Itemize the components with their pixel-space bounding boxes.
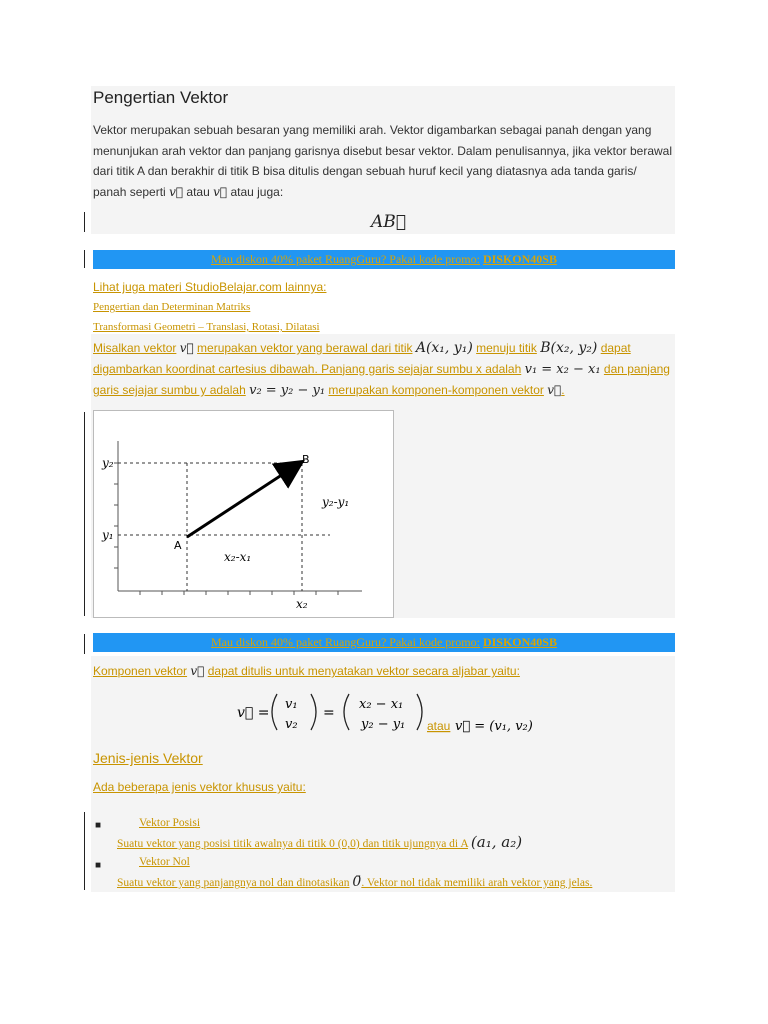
section-heading-jenis[interactable]: Jenis-jenis Vektor bbox=[93, 750, 203, 766]
related-link-matriks[interactable]: Pengertian dan Determinan Matriks bbox=[93, 301, 251, 313]
type-name-posisi[interactable]: Vektor Posisi bbox=[139, 817, 201, 829]
components-paragraph bbox=[93, 338, 673, 402]
v-vector-symbol: v⃗ bbox=[547, 383, 562, 397]
label-a: A bbox=[174, 539, 182, 552]
type-desc-text[interactable]: Suatu vektor yang panjangnya nol dan dinotasikan bbox=[117, 877, 350, 889]
equation-lhs: v⃗ = bbox=[237, 705, 270, 721]
promo-text[interactable]: Mau diskon 40% paket RuangGuru? Pakai kode promo: bbox=[211, 252, 480, 266]
ab-vector-formula: AB⃗ bbox=[371, 212, 406, 232]
margin-bar bbox=[84, 212, 85, 232]
type-name-nol[interactable]: Vektor Nol bbox=[139, 856, 190, 868]
bullet-icon: ■ bbox=[95, 860, 102, 871]
page-title: Pengertian Vektor bbox=[93, 88, 229, 107]
link-text[interactable]: merupakan komponen-komponen vektor bbox=[328, 383, 544, 397]
link-text[interactable]: Komponen vektor bbox=[93, 664, 188, 678]
label-x2: x₂ bbox=[296, 597, 308, 611]
v-vector-symbol: v⃗ bbox=[179, 341, 194, 355]
matrix1-bottom: v₂ bbox=[285, 717, 298, 732]
type-desc-nol bbox=[117, 874, 592, 890]
related-heading[interactable]: Lihat juga materi StudioBelajar.com lainnya: bbox=[93, 280, 327, 294]
v-vector-symbol: v⃗ bbox=[169, 184, 184, 199]
promo-banner[interactable] bbox=[93, 633, 675, 652]
label-y2: y₂ bbox=[102, 456, 114, 470]
label-y1: y₁ bbox=[102, 528, 114, 542]
link-text[interactable]: Misalkan vektor bbox=[93, 341, 177, 355]
margin-bar bbox=[84, 250, 85, 268]
intro-paragraph bbox=[93, 120, 673, 202]
matrix2-bottom: y₂ − y₁ bbox=[361, 717, 406, 732]
vector-figure bbox=[93, 410, 394, 618]
link-text[interactable]: menuju titik bbox=[476, 341, 537, 355]
link-text[interactable]: dapat digambarkan koordinat cartesius dibawah. Panjang garis sejajar sumbu x adalah bbox=[93, 341, 631, 376]
vector-diagram bbox=[94, 411, 393, 617]
promo-code[interactable]: DISKON40SB bbox=[482, 635, 557, 649]
type-desc-math: (a₁, a₂) bbox=[470, 833, 523, 851]
matrix1-top: v₁ bbox=[285, 697, 298, 712]
tick-marks bbox=[114, 463, 338, 595]
promo-banner[interactable] bbox=[93, 250, 675, 269]
margin-bar bbox=[84, 634, 85, 654]
margin-bar bbox=[84, 812, 85, 890]
intro-atau-juga: atau juga: bbox=[230, 184, 284, 199]
equation-rhs: v⃗ = (v₁, v₂) bbox=[455, 719, 533, 734]
right-paren bbox=[417, 694, 422, 730]
promo-code[interactable]: DISKON40SB bbox=[482, 252, 557, 266]
type-desc-math: 0̄ bbox=[352, 874, 362, 890]
related-link-transformasi[interactable]: Transformasi Geometri – Translasi, Rotasi, Dilatasi bbox=[93, 321, 320, 333]
vector-equation-svg bbox=[237, 690, 547, 736]
v1-formula: v₁ = x₂ − x₁ bbox=[524, 361, 601, 377]
v-vector-symbol: v⃗ bbox=[190, 664, 205, 678]
algebra-intro bbox=[93, 664, 520, 678]
margin-bar bbox=[84, 412, 85, 616]
label-dy: y₂-y₁ bbox=[322, 495, 350, 509]
right-paren bbox=[311, 694, 316, 730]
intro-atau: atau bbox=[186, 184, 210, 199]
vector-arrow bbox=[187, 463, 300, 537]
promo-text[interactable]: Mau diskon 40% paket RuangGuru? Pakai kode promo: bbox=[211, 635, 480, 649]
v-vector-symbol: v⃗ bbox=[213, 184, 228, 199]
bullet-icon: ■ bbox=[95, 820, 102, 831]
type-desc-posisi bbox=[117, 833, 522, 851]
types-intro[interactable]: Ada beberapa jenis vektor khusus yaitu: bbox=[93, 780, 306, 794]
type-desc-text[interactable]: Suatu vektor yang posisi titik awalnya di titik 0 (0,0) dan titik ujungnya di A bbox=[117, 838, 469, 850]
equation-atau[interactable]: atau bbox=[427, 719, 451, 733]
link-text[interactable]: dapat ditulis untuk menyatakan vektor secara aljabar yaitu: bbox=[207, 664, 520, 678]
type-desc-end[interactable]: . Vektor nol tidak memiliki arah vektor yang jelas. bbox=[361, 877, 593, 889]
vector-equation bbox=[237, 690, 547, 732]
point-b-formula: B(x₂, y₂) bbox=[540, 340, 598, 356]
link-text[interactable]: . bbox=[561, 383, 565, 397]
left-paren bbox=[344, 694, 349, 730]
link-text[interactable]: merupakan vektor yang berawal dari titik bbox=[197, 341, 413, 355]
equation-equals: = bbox=[323, 705, 335, 721]
matrix2-top: x₂ − x₁ bbox=[359, 697, 404, 712]
guide-lines bbox=[118, 463, 330, 591]
point-a-formula: A(x₁, y₁) bbox=[415, 340, 473, 356]
label-dx: x₂-x₁ bbox=[224, 550, 252, 564]
intro-text: Vektor merupakan sebuah besaran yang memiliki arah. Vektor digambarkan sebagai panah dengan yang menunjukan arah vektor dan panjang garisnya disebut besar vektor. Dalam penulisannya, jika vektor berawal dari titik A dan berakhir di titik B bisa ditulis dengan sebuah huruf kecil yang diatasnya ada tanda garis/ panah seperti bbox=[93, 123, 673, 199]
label-b: B bbox=[302, 453, 310, 466]
link-text[interactable]: dan panjang garis sejajar sumbu y adalah bbox=[93, 361, 670, 397]
v2-formula: v₂ = y₂ − y₁ bbox=[249, 383, 326, 398]
left-paren bbox=[272, 694, 277, 730]
